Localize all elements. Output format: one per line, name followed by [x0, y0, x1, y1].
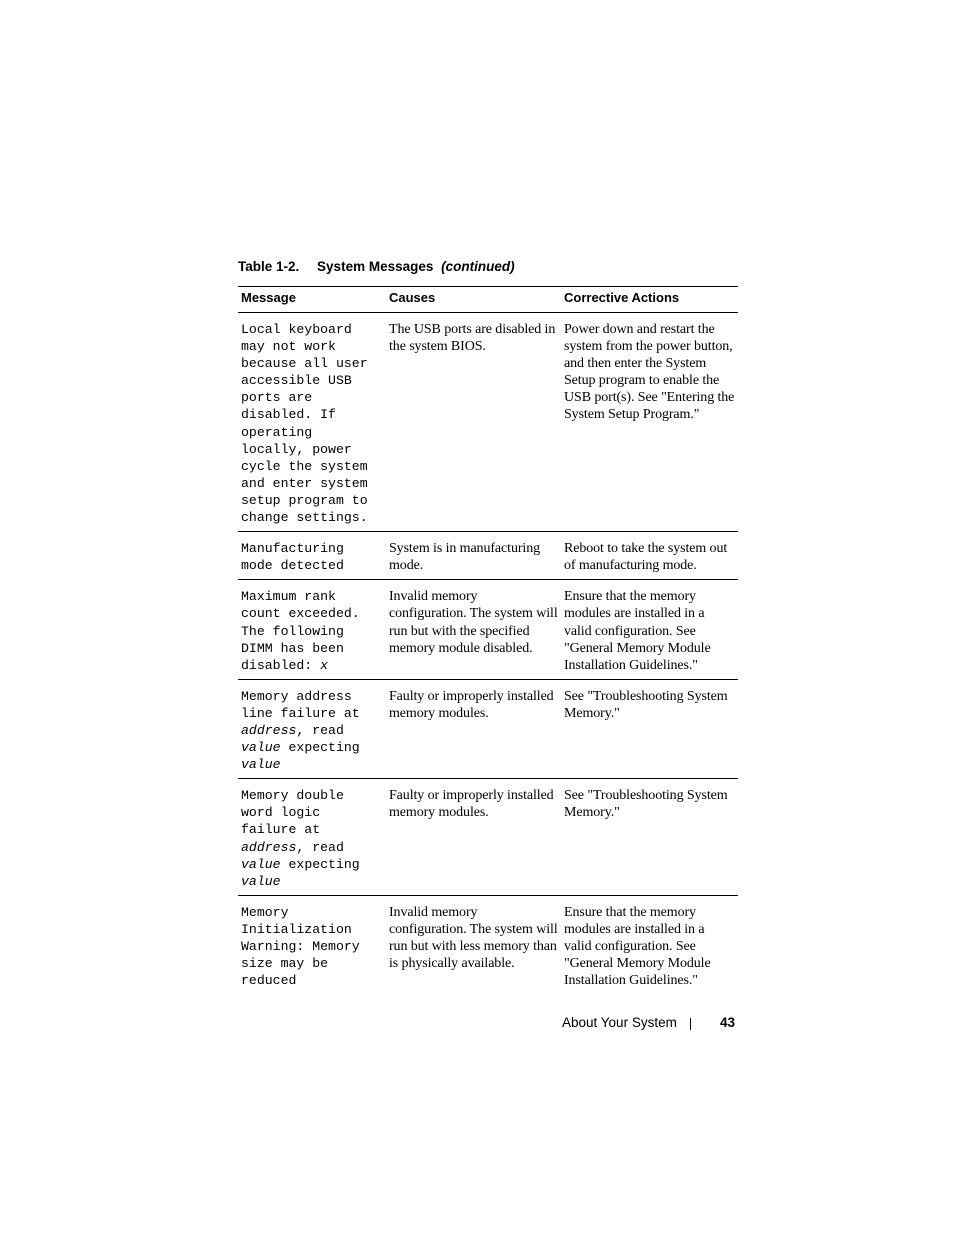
table-row [238, 779, 738, 896]
table-row [238, 895, 738, 994]
message-cell [238, 580, 386, 679]
cause-cell: System is in manufacturing mode. [386, 532, 561, 580]
message-text: Memory double word logic failure at [241, 788, 344, 838]
message-text: expecting [288, 856, 360, 872]
cause-cell: The USB ports are disabled in the system BIOS. [386, 313, 561, 532]
header-message: Message [238, 287, 386, 313]
message-cell: Memory Initialization Warning: Memory size may be reduced [241, 904, 360, 989]
table-row [238, 313, 738, 532]
action-cell: Reboot to take the system out of manufacturing mode. [561, 532, 738, 580]
header-causes: Causes [386, 287, 561, 313]
cause-cell: Faulty or improperly installed memory modules. [386, 779, 561, 896]
message-variable: value [241, 740, 281, 756]
message-cell: Manufacturing mode detected [238, 532, 386, 580]
cause-cell: Invalid memory configuration. The system will run but with less memory than is physically available. [389, 904, 558, 972]
message-cell [238, 679, 386, 778]
footer-section-title: About Your System [562, 1015, 677, 1030]
page-number: 43 [720, 1015, 736, 1030]
table-row [238, 532, 738, 580]
table-continued-note: (continued) [441, 259, 515, 274]
message-variable: value [241, 873, 281, 889]
message-variable: value [241, 856, 281, 872]
message-text: expecting [288, 740, 360, 756]
footer-separator [690, 1018, 691, 1030]
action-cell: Ensure that the memory modules are installed in a valid configuration. See "General Memory Module Installation Guidelines." [561, 580, 738, 679]
table-number: Table 1-2. [238, 259, 300, 274]
table-caption [238, 259, 515, 274]
system-messages-table [238, 286, 738, 994]
message-text: , read [296, 722, 344, 738]
message-cell [238, 779, 386, 896]
action-cell: Power down and restart the system from the power button, and then enter the System Setup program to enable the USB port(s). See "Entering the System Setup Program." [561, 313, 738, 532]
table-title: System Messages [317, 259, 434, 274]
message-variable: x [320, 657, 329, 673]
cause-cell: Invalid memory configuration. The system will run but with the specified memory module disabled. [386, 580, 561, 679]
message-text: Maximum rank count exceeded. The following DIMM has been disabled: [241, 589, 360, 673]
message-variable: address [241, 722, 297, 738]
action-cell: See "Troubleshooting System Memory." [561, 779, 738, 896]
table-header-row [238, 287, 738, 313]
message-variable: value [241, 757, 281, 773]
action-cell: Ensure that the memory modules are installed in a valid configuration. See "General Memory Module Installation Guidelines." [564, 904, 711, 989]
message-variable: address [241, 839, 297, 855]
cause-cell: Faulty or improperly installed memory modules. [386, 679, 561, 778]
table-row [238, 679, 738, 778]
action-cell: See "Troubleshooting System Memory." [561, 679, 738, 778]
header-corrective-actions: Corrective Actions [561, 287, 738, 313]
table-row [238, 580, 738, 679]
message-text: , read [296, 839, 344, 855]
message-cell: Local keyboard may not work because all user accessible USB ports are disabled. If operating locally, power cycle the system and enter system setup program to change settings. [238, 313, 386, 532]
message-text: Memory address line failure at [241, 688, 360, 721]
